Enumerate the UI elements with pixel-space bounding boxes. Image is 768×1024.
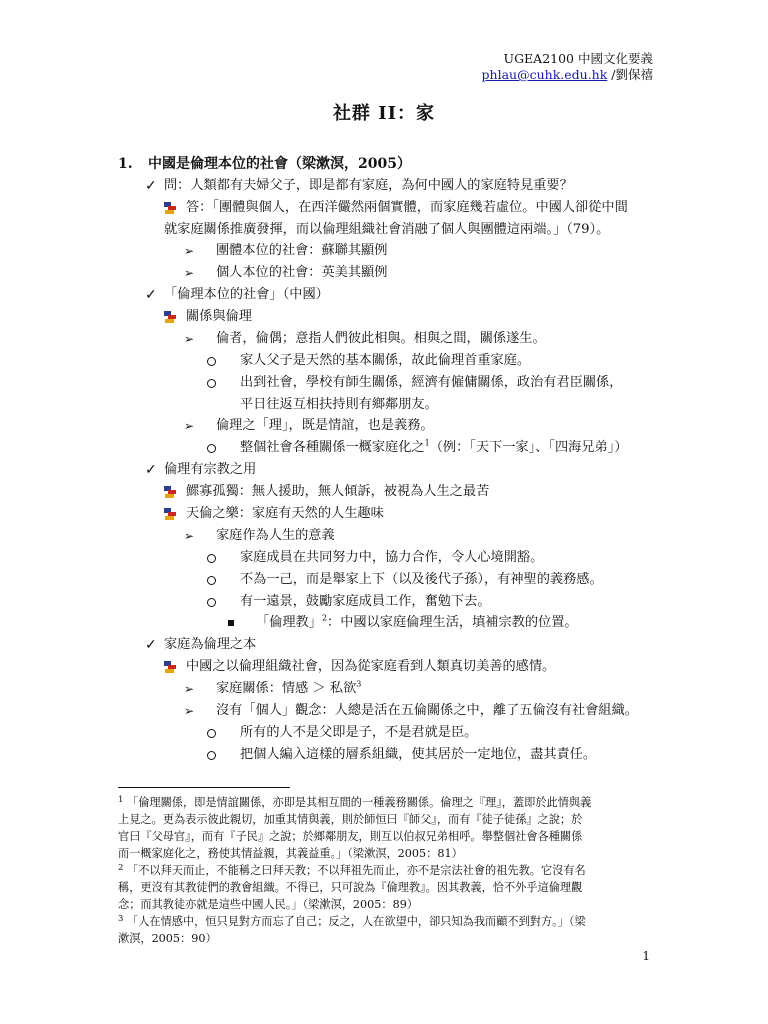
hollow-circle-icon: [207, 548, 216, 570]
checkmark-icon: ✓: [145, 637, 157, 653]
footnote-mark: 3: [118, 914, 124, 924]
arrowhead-icon: ➢: [184, 529, 195, 543]
footnote-line: 「人在情感中，恒只見對方而忘了自己；反之，人在欲望中，卻只知為我而顧不到對方。」（梁: [127, 915, 586, 928]
list-item-text: ：中國以家庭倫理生活，填補宗教的位置。: [327, 615, 578, 630]
book-stack-icon: [163, 657, 177, 681]
section-title: 中國是倫理本位的社會（梁漱溟，2005）: [148, 156, 411, 172]
list-item-example: （例：「天下一家」、「四海兄弟」）: [429, 440, 628, 455]
footnote-ref[interactable]: 3: [356, 679, 362, 689]
arrowhead-icon: ➢: [184, 704, 195, 718]
footnote-ref[interactable]: 1: [424, 438, 430, 448]
document-title: 社群 II：家: [332, 103, 436, 124]
footnote-line: 官曰『父母官』，而有『子民』之說；於鄉鄰朋友，則互以伯叔兄弟相呼。舉整個社會各種關係: [118, 830, 583, 843]
arrowhead-icon: ➢: [184, 419, 195, 433]
list-item: 倫理之「理」，既是情誼，也是義務。: [216, 418, 434, 433]
list-item: 倫理有宗教之用: [164, 462, 257, 477]
section-heading: [118, 153, 411, 173]
author-name: /劉保禧: [607, 67, 653, 82]
list-item-cont: 平日往返互相扶持則有鄉鄰朋友。: [240, 397, 438, 412]
checkmark-icon: ✓: [145, 462, 157, 478]
page-header: [482, 51, 653, 83]
list-item: 團體本位的社會：蘇聯其顯例: [216, 243, 388, 258]
footnote-1: [118, 794, 656, 862]
list-item: 所有的人不是父即是子，不是君就是臣。: [240, 725, 478, 740]
checkmark-icon: ✓: [145, 178, 157, 194]
hollow-circle-icon: [207, 592, 216, 614]
list-item: 天倫之樂：家庭有天然的人生趣味: [186, 506, 384, 521]
footnote-divider: [118, 787, 290, 788]
footnote-line: 念；而其教徒亦就是這些中國人民。」（梁漱溟，2005：89）: [118, 898, 419, 911]
footnote-line: 「倫理關係，即是情誼關係，亦即是其相互間的一種義務關係。倫理之『理』，蓋即於此情與義: [127, 796, 592, 809]
footnote-line: 而一概家庭化之，務使其情益親，其義益重。」（梁漱溟，2005：81）: [118, 847, 463, 860]
answer-line-cont: 就家庭關係推廣發揮，而以倫理組織社會消融了個人與團體這兩端。」（79）。: [164, 222, 610, 237]
hollow-circle-icon: [207, 351, 216, 373]
footnote-mark: 2: [118, 863, 124, 873]
list-item: 出到社會，學校有師生關係，經濟有僱傭關係，政治有君臣關係，: [240, 375, 623, 390]
list-item: [240, 438, 628, 458]
course-title: UGEA2100 中國文化要義: [503, 51, 653, 66]
arrowhead-icon: ➢: [184, 332, 195, 346]
list-item: 有一遠景，鼓勵家庭成員工作，奮勉下去。: [240, 594, 491, 609]
footnote-ref[interactable]: 2: [321, 613, 328, 623]
author-email-link[interactable]: phlau@cuhk.edu.hk: [481, 67, 608, 82]
arrowhead-icon: ➢: [184, 244, 195, 258]
list-item: 鰥寡孤獨：無人援助，無人傾訴，被視為人生之最苦: [186, 484, 490, 499]
author-line: [482, 67, 653, 83]
footnote-mark: 1: [118, 795, 124, 805]
hollow-circle-icon: [207, 723, 216, 745]
list-item: 不為一己，而是舉家上下（以及後代子孫），有神聖的義務感。: [240, 572, 603, 587]
footnote-line: 稱，更沒有其教徒們的教會組織。不得已，只可說為『倫理教』。因其教義，恰不外乎這倫理觀: [118, 881, 583, 894]
book-stack-icon: [163, 307, 177, 331]
footnote-2: [118, 862, 656, 913]
hollow-circle-icon: [207, 570, 216, 592]
arrowhead-icon: ➢: [184, 266, 195, 280]
hollow-circle-icon: [207, 745, 216, 767]
list-item: 家庭為倫理之本: [164, 637, 257, 652]
list-item: 「倫理本位的社會」（中國）: [164, 287, 329, 302]
page-number: 1: [642, 949, 650, 963]
list-item: 倫者，倫偶；意指人們彼此相與。相與之間，關係遂生。: [216, 331, 546, 346]
list-item: 沒有「個人」觀念：人總是活在五倫關係之中，離了五倫沒有社會組織。: [216, 703, 638, 718]
list-item-text: 整個社會各種關係一概家庭化之: [240, 440, 425, 455]
checkmark-icon: ✓: [145, 287, 157, 303]
section-number: 1.: [118, 156, 133, 172]
list-item: 家庭作為人生的意義: [216, 528, 335, 543]
question-line: 問：人類都有夫婦父子，即是都有家庭，為何中國人的家庭特見重要？: [164, 178, 573, 193]
footnote-line: 上見之。更為表示彼此親切，加重其情與義，則於師恒曰『師父』，而有『徒子徒孫』之說；於: [118, 813, 583, 826]
list-item: [216, 679, 361, 699]
footnote-line: 「不以拜天而止，不能稱之曰拜天教；不以拜祖先而止，亦不是宗法社會的祖先教。它沒有名: [127, 864, 586, 877]
arrowhead-icon: ➢: [184, 682, 195, 696]
answer-line: 答：「團體與個人，在西洋儼然兩個實體，而家庭幾若虛位。中國人卻從中間: [186, 200, 628, 215]
hollow-circle-icon: [207, 438, 216, 460]
list-item: 關係與倫理: [186, 309, 252, 324]
list-item: 個人本位的社會：英美其顯例: [216, 265, 388, 280]
list-item: 家人父子是天然的基本關係，故此倫理首重家庭。: [240, 353, 531, 368]
list-item: [256, 613, 578, 633]
footnote-line: 漱溟，2005：90）: [118, 932, 217, 945]
list-item: 把個人編入這樣的層系組織，使其居於一定地位，盡其責任。: [240, 747, 597, 762]
square-bullet-icon: [228, 613, 234, 633]
list-item: 家庭成員在共同努力中，協力合作，令人心境開豁。: [240, 550, 544, 565]
book-stack-icon: [163, 198, 177, 222]
book-stack-icon: [163, 504, 177, 528]
list-item-term: 「倫理教」: [256, 615, 322, 630]
hollow-circle-icon: [207, 373, 216, 395]
list-item-text: 家庭關係：情感 ＞ 私欲: [216, 681, 357, 696]
list-item: 中國之以倫理組織社會，因為從家庭看到人類真切美善的感情。: [186, 659, 556, 674]
book-stack-icon: [163, 482, 177, 506]
footnote-3: [118, 913, 656, 947]
